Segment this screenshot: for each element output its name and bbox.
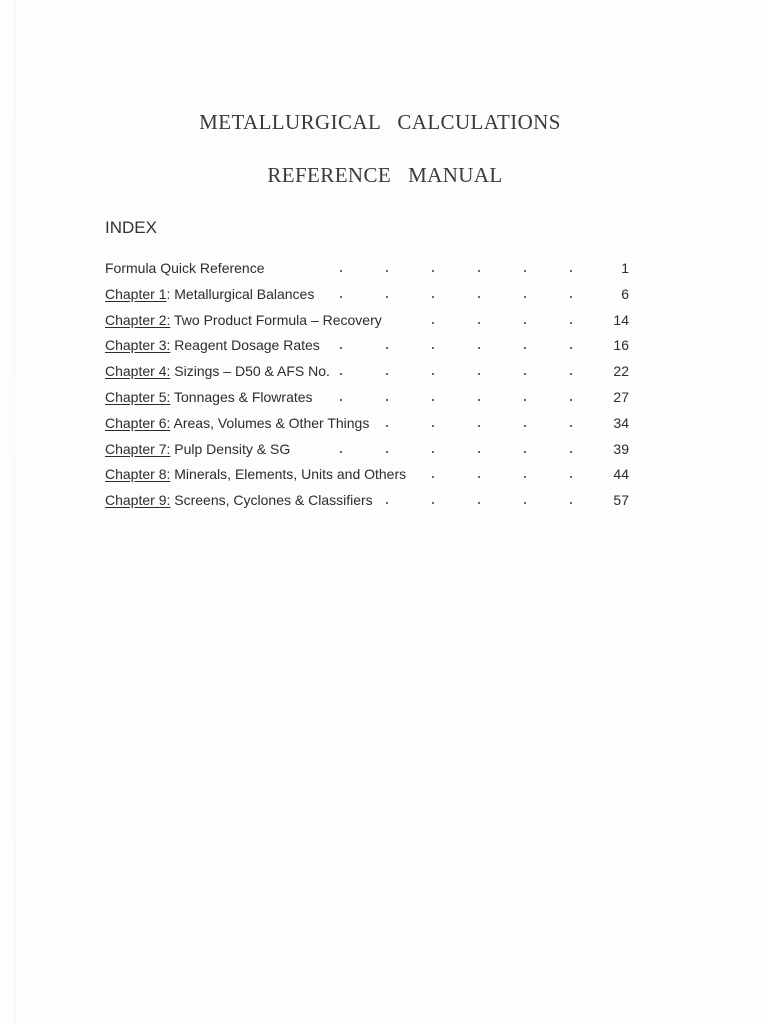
toc-leader-dots [105,335,585,355]
toc-entry-prefix: Chapter 3: [105,337,171,354]
toc-leader-dots [105,413,585,433]
toc-entry-prefix: Chapter 1 [105,285,167,302]
toc-entry-title: Two Product Formula – Recovery [174,311,382,328]
toc-entry-title: Metallurgical Balances [174,285,315,302]
leader-dot [478,270,480,272]
toc-entry-page: 27 [613,388,629,405]
table-of-contents [105,258,635,516]
toc-entry-chapter-7[interactable] [105,439,635,465]
index-heading: INDEX [105,218,157,237]
leader-dot [524,502,526,504]
toc-leader-dots [105,464,585,484]
toc-leader-dots [105,490,585,510]
toc-entry-page: 34 [613,414,629,431]
leader-dot [340,270,342,272]
toc-entry-chapter-2[interactable] [105,310,635,336]
toc-entry-prefix: Chapter 7: [105,440,171,457]
leader-dot [432,476,434,478]
toc-entry-prefix: Chapter 2: [105,311,171,328]
leader-dot [478,502,480,504]
leader-dot [386,270,388,272]
leader-dot [432,322,434,324]
leader-dot [524,399,526,401]
toc-entry-chapter-6[interactable] [105,413,635,439]
toc-entry-chapter-5[interactable] [105,387,635,413]
leader-dot [386,399,388,401]
toc-leader-dots [105,258,585,278]
leader-dot [570,373,572,375]
leader-dot [478,425,480,427]
leader-dot [524,373,526,375]
toc-entry-chapter-3[interactable] [105,335,635,361]
toc-entry-prefix: Chapter 4: [105,363,171,380]
leader-dot [570,296,572,298]
toc-entry-prefix: Chapter 9: [105,492,171,509]
leader-dot [432,451,434,453]
leader-dot [524,425,526,427]
leader-dot [524,296,526,298]
leader-dot [570,322,572,324]
toc-entry-page: 16 [613,337,629,354]
document-subtitle: REFERENCE MANUAL [267,163,503,187]
leader-dot [570,476,572,478]
toc-entry-title: Screens, Cyclones & Classifiers [174,492,373,509]
toc-entry-page: 14 [613,311,629,328]
leader-dot [432,270,434,272]
leader-dot [386,373,388,375]
leader-dot [570,270,572,272]
toc-entry-formula-quick-reference[interactable] [105,258,635,284]
leader-dot [432,399,434,401]
leader-dot [478,451,480,453]
leader-dot [478,347,480,349]
leader-dot [432,502,434,504]
leader-dot [524,322,526,324]
leader-dot [432,296,434,298]
toc-entry-prefix: Chapter 6: [105,414,171,431]
leader-dot [432,347,434,349]
leader-dot [524,270,526,272]
toc-entry-title: Formula Quick Reference [105,260,265,276]
toc-entry-chapter-1[interactable] [105,284,635,310]
toc-entry-page: 22 [613,363,629,380]
scan-edge-shadow [14,0,15,1024]
toc-leader-dots [105,284,585,304]
toc-entry-page: 57 [613,492,629,509]
toc-entry-separator: : [166,285,175,302]
toc-leader-dots [105,310,585,330]
leader-dot [524,451,526,453]
toc-entry-page: 39 [613,440,629,457]
toc-leader-dots [105,439,585,459]
toc-entry-title: Pulp Density & SG [174,440,291,457]
leader-dot [570,502,572,504]
leader-dot [570,451,572,453]
leader-dot [524,347,526,349]
leader-dot [478,322,480,324]
leader-dot [340,373,342,375]
leader-dot [570,425,572,427]
toc-entry-chapter-9[interactable] [105,490,635,516]
leader-dot [340,451,342,453]
toc-entry-title: Tonnages & Flowrates [174,388,313,405]
leader-dot [524,476,526,478]
toc-leader-dots [105,387,585,407]
toc-entry-page: 6 [621,285,629,302]
leader-dot [478,476,480,478]
leader-dot [340,296,342,298]
toc-entry-title: Reagent Dosage Rates [174,337,320,354]
leader-dot [478,296,480,298]
toc-entry-page: 1 [621,260,629,276]
toc-entry-chapter-4[interactable] [105,361,635,387]
toc-entry-chapter-8[interactable] [105,464,635,490]
document-title: METALLURGICAL CALCULATIONS [199,110,561,134]
toc-entry-prefix: Chapter 5: [105,388,171,405]
leader-dot [340,347,342,349]
leader-dot [386,296,388,298]
leader-dot [478,399,480,401]
toc-entry-page: 44 [613,466,629,483]
toc-leader-dots [105,361,585,381]
leader-dot [386,451,388,453]
leader-dot [432,373,434,375]
leader-dot [570,347,572,349]
leader-dot [386,425,388,427]
leader-dot [570,399,572,401]
toc-entry-title: Sizings – D50 & AFS No. [174,363,330,380]
leader-dot [478,373,480,375]
leader-dot [340,399,342,401]
leader-dot [432,425,434,427]
toc-entry-prefix: Chapter 8: [105,466,171,483]
leader-dot [386,347,388,349]
toc-entry-title: Minerals, Elements, Units and Others [174,466,407,483]
toc-entry-title: Areas, Volumes & Other Things [173,414,370,431]
leader-dot [386,502,388,504]
